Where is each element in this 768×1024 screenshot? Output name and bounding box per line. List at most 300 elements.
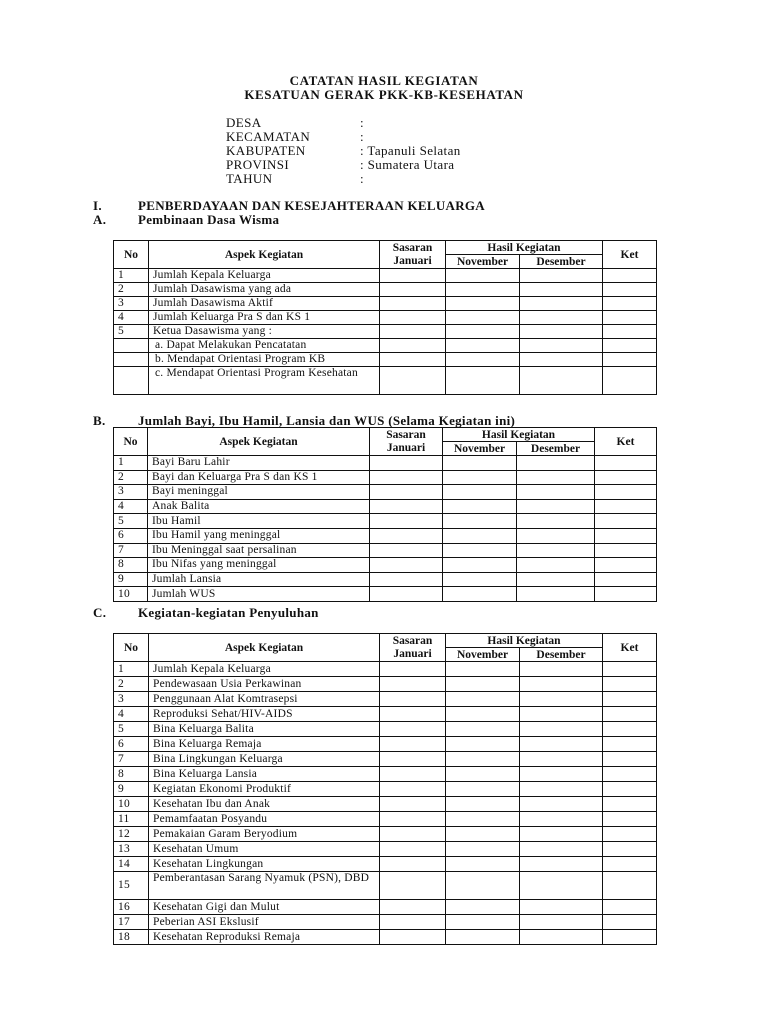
table-row bbox=[114, 677, 657, 692]
row-aspek: Ketua Dasawisma yang : bbox=[149, 325, 380, 339]
cell-november[interactable] bbox=[443, 572, 517, 587]
cell-november[interactable] bbox=[446, 737, 520, 752]
header-sasaran: Sasaran Januari bbox=[380, 241, 446, 269]
table-row bbox=[114, 514, 657, 529]
header-hasil: Hasil Kegiatan bbox=[446, 241, 603, 255]
table-row bbox=[114, 930, 657, 945]
cell-november[interactable] bbox=[443, 528, 517, 543]
cell-desember[interactable] bbox=[517, 499, 595, 514]
row-aspek: Pemakaian Garam Beryodium bbox=[149, 827, 380, 842]
cell-sasaran[interactable] bbox=[380, 311, 446, 325]
cell-ket[interactable] bbox=[603, 900, 657, 915]
cell-november[interactable] bbox=[443, 499, 517, 514]
cell-sasaran[interactable] bbox=[380, 827, 446, 842]
header-no: No bbox=[114, 241, 149, 269]
row-aspek: Bina Keluarga Remaja bbox=[149, 737, 380, 752]
cell-november[interactable] bbox=[443, 456, 517, 471]
table-row bbox=[114, 872, 657, 900]
cell-desember[interactable] bbox=[520, 269, 603, 283]
table-row bbox=[114, 325, 657, 339]
row-number: 1 bbox=[114, 456, 148, 471]
table-row bbox=[114, 572, 657, 587]
document-title: CATATAN HASIL KEGIATAN bbox=[289, 73, 479, 88]
cell-november[interactable] bbox=[446, 339, 520, 353]
cell-desember[interactable] bbox=[517, 456, 595, 471]
cell-desember[interactable] bbox=[520, 930, 603, 945]
table-kegiatan-penyuluhan bbox=[113, 633, 657, 945]
row-number: 9 bbox=[114, 572, 148, 587]
row-number: 7 bbox=[114, 543, 148, 558]
cell-ket[interactable] bbox=[603, 325, 657, 339]
row-number: 6 bbox=[114, 528, 148, 543]
cell-sasaran[interactable] bbox=[370, 587, 443, 602]
header-sasaran: Sasaran Januari bbox=[370, 428, 443, 456]
cell-ket[interactable] bbox=[603, 915, 657, 930]
cell-sasaran[interactable] bbox=[370, 572, 443, 587]
section-number: I. bbox=[93, 198, 102, 213]
header-desember: Desember bbox=[517, 442, 595, 456]
row-aspek: Bayi dan Keluarga Pra S dan KS 1 bbox=[148, 470, 370, 485]
table-jumlah-bayi bbox=[113, 427, 657, 602]
row-number: 18 bbox=[114, 930, 149, 945]
row-aspek: Pemberantasan Sarang Nyamuk (PSN), DBD bbox=[149, 872, 380, 900]
cell-desember[interactable] bbox=[520, 297, 603, 311]
header-no: No bbox=[114, 634, 149, 662]
cell-desember[interactable] bbox=[520, 842, 603, 857]
row-number: 5 bbox=[114, 514, 148, 529]
cell-ket[interactable] bbox=[595, 587, 657, 602]
cell-ket[interactable] bbox=[595, 543, 657, 558]
row-number: 9 bbox=[114, 782, 149, 797]
row-number bbox=[114, 353, 149, 367]
cell-desember[interactable] bbox=[520, 812, 603, 827]
row-number: 13 bbox=[114, 842, 149, 857]
header-ket: Ket bbox=[595, 428, 657, 456]
cell-november[interactable] bbox=[446, 692, 520, 707]
row-number: 4 bbox=[114, 499, 148, 514]
row-number: 17 bbox=[114, 915, 149, 930]
cell-ket[interactable] bbox=[603, 737, 657, 752]
section-number: B. bbox=[93, 413, 106, 428]
row-aspek: Jumlah Kepala Keluarga bbox=[149, 269, 380, 283]
info-label: TAHUN bbox=[226, 171, 273, 186]
row-aspek: Reproduksi Sehat/HIV-AIDS bbox=[149, 707, 380, 722]
cell-sasaran[interactable] bbox=[380, 782, 446, 797]
info-label: DESA bbox=[226, 115, 262, 130]
cell-november[interactable] bbox=[446, 797, 520, 812]
row-aspek: Bina Keluarga Lansia bbox=[149, 767, 380, 782]
cell-ket[interactable] bbox=[603, 930, 657, 945]
row-aspek: Jumlah Dasawisma yang ada bbox=[149, 283, 380, 297]
info-label: PROVINSI bbox=[226, 157, 290, 172]
cell-desember[interactable] bbox=[520, 872, 603, 900]
cell-november[interactable] bbox=[446, 915, 520, 930]
cell-november[interactable] bbox=[446, 900, 520, 915]
cell-ket[interactable] bbox=[595, 499, 657, 514]
cell-november[interactable] bbox=[446, 827, 520, 842]
table-row bbox=[114, 587, 657, 602]
cell-november[interactable] bbox=[443, 485, 517, 500]
table-row bbox=[114, 297, 657, 311]
cell-november[interactable] bbox=[446, 872, 520, 900]
cell-sasaran[interactable] bbox=[370, 543, 443, 558]
row-aspek: b. Mendapat Orientasi Program KB bbox=[149, 353, 380, 367]
row-aspek: Peberian ASI Ekslusif bbox=[149, 915, 380, 930]
cell-desember[interactable] bbox=[520, 367, 603, 395]
cell-ket[interactable] bbox=[595, 528, 657, 543]
row-number: 3 bbox=[114, 692, 149, 707]
header-ket: Ket bbox=[603, 634, 657, 662]
cell-desember[interactable] bbox=[520, 662, 603, 677]
cell-ket[interactable] bbox=[603, 367, 657, 395]
cell-ket[interactable] bbox=[603, 722, 657, 737]
cell-ket[interactable] bbox=[595, 572, 657, 587]
cell-desember[interactable] bbox=[520, 677, 603, 692]
cell-desember[interactable] bbox=[520, 339, 603, 353]
cell-sasaran[interactable] bbox=[370, 470, 443, 485]
table-row bbox=[114, 485, 657, 500]
cell-november[interactable] bbox=[446, 283, 520, 297]
section-title: Jumlah Bayi, Ibu Hamil, Lansia dan WUS (Selama Kegiatan ini) bbox=[138, 413, 516, 428]
table-row bbox=[114, 558, 657, 573]
cell-november[interactable] bbox=[446, 842, 520, 857]
row-aspek: Jumlah WUS bbox=[148, 587, 370, 602]
cell-ket[interactable] bbox=[603, 269, 657, 283]
cell-desember[interactable] bbox=[517, 572, 595, 587]
cell-sasaran[interactable] bbox=[380, 339, 446, 353]
table-row bbox=[114, 707, 657, 722]
cell-sasaran[interactable] bbox=[380, 812, 446, 827]
header-november: November bbox=[446, 648, 520, 662]
header-november: November bbox=[446, 255, 520, 269]
info-row-kabupaten bbox=[226, 144, 461, 158]
cell-ket[interactable] bbox=[595, 456, 657, 471]
header-aspek: Aspek Kegiatan bbox=[148, 428, 370, 456]
cell-sasaran[interactable] bbox=[380, 900, 446, 915]
cell-ket[interactable] bbox=[603, 857, 657, 872]
cell-november[interactable] bbox=[443, 543, 517, 558]
info-row-desa bbox=[226, 116, 461, 130]
header-ket: Ket bbox=[603, 241, 657, 269]
cell-desember[interactable] bbox=[520, 827, 603, 842]
table-row bbox=[114, 722, 657, 737]
cell-ket[interactable] bbox=[595, 514, 657, 529]
cell-desember[interactable] bbox=[520, 900, 603, 915]
cell-desember[interactable] bbox=[517, 558, 595, 573]
row-number: 8 bbox=[114, 558, 148, 573]
table-row bbox=[114, 900, 657, 915]
row-aspek: Kesehatan Lingkungan bbox=[149, 857, 380, 872]
table-row bbox=[114, 456, 657, 471]
cell-november[interactable] bbox=[443, 514, 517, 529]
header-no: No bbox=[114, 428, 148, 456]
header-aspek: Aspek Kegiatan bbox=[149, 241, 380, 269]
cell-sasaran[interactable] bbox=[380, 677, 446, 692]
row-aspek: Jumlah Kepala Keluarga bbox=[149, 662, 380, 677]
header-desember: Desember bbox=[520, 648, 603, 662]
cell-sasaran[interactable] bbox=[380, 842, 446, 857]
cell-desember[interactable] bbox=[517, 485, 595, 500]
info-row-tahun bbox=[226, 172, 461, 186]
cell-ket[interactable] bbox=[603, 283, 657, 297]
cell-november[interactable] bbox=[446, 269, 520, 283]
cell-sasaran[interactable] bbox=[380, 915, 446, 930]
table-row bbox=[114, 767, 657, 782]
row-number: 5 bbox=[114, 722, 149, 737]
row-number: 7 bbox=[114, 752, 149, 767]
cell-desember[interactable] bbox=[520, 722, 603, 737]
table-pembinaan-dasa-wisma bbox=[113, 240, 657, 395]
cell-sasaran[interactable] bbox=[380, 269, 446, 283]
table-row bbox=[114, 367, 657, 395]
header-desember: Desember bbox=[520, 255, 603, 269]
row-number: 2 bbox=[114, 470, 148, 485]
row-aspek: Jumlah Lansia bbox=[148, 572, 370, 587]
identity-block bbox=[226, 116, 461, 186]
header-sasaran: Sasaran Januari bbox=[380, 634, 446, 662]
cell-desember[interactable] bbox=[520, 325, 603, 339]
cell-ket[interactable] bbox=[603, 797, 657, 812]
cell-ket[interactable] bbox=[603, 339, 657, 353]
cell-ket[interactable] bbox=[603, 707, 657, 722]
row-aspek: Pemamfaatan Posyandu bbox=[149, 812, 380, 827]
cell-desember[interactable] bbox=[520, 692, 603, 707]
table-row bbox=[114, 269, 657, 283]
row-aspek: Pendewasaan Usia Perkawinan bbox=[149, 677, 380, 692]
cell-sasaran[interactable] bbox=[380, 325, 446, 339]
info-value: : bbox=[360, 115, 365, 130]
cell-ket[interactable] bbox=[603, 311, 657, 325]
row-number bbox=[114, 367, 149, 395]
row-number: 11 bbox=[114, 812, 149, 827]
row-number: 14 bbox=[114, 857, 149, 872]
cell-sasaran[interactable] bbox=[380, 797, 446, 812]
row-number: 4 bbox=[114, 707, 149, 722]
cell-desember[interactable] bbox=[520, 915, 603, 930]
cell-ket[interactable] bbox=[603, 842, 657, 857]
cell-november[interactable] bbox=[446, 353, 520, 367]
table-row bbox=[114, 915, 657, 930]
cell-november[interactable] bbox=[446, 767, 520, 782]
cell-november[interactable] bbox=[446, 782, 520, 797]
table-row bbox=[114, 353, 657, 367]
cell-ket[interactable] bbox=[603, 662, 657, 677]
cell-ket[interactable] bbox=[603, 812, 657, 827]
table-row bbox=[114, 662, 657, 677]
row-number: 3 bbox=[114, 297, 149, 311]
row-number: 6 bbox=[114, 737, 149, 752]
cell-november[interactable] bbox=[446, 722, 520, 737]
cell-ket[interactable] bbox=[603, 767, 657, 782]
cell-desember[interactable] bbox=[520, 752, 603, 767]
table-row bbox=[114, 737, 657, 752]
row-aspek: Kesehatan Reproduksi Remaja bbox=[149, 930, 380, 945]
cell-november[interactable] bbox=[446, 930, 520, 945]
cell-november[interactable] bbox=[446, 367, 520, 395]
cell-desember[interactable] bbox=[520, 797, 603, 812]
cell-november[interactable] bbox=[446, 325, 520, 339]
cell-sasaran[interactable] bbox=[370, 528, 443, 543]
table-row bbox=[114, 842, 657, 857]
header-aspek: Aspek Kegiatan bbox=[149, 634, 380, 662]
header-november: November bbox=[443, 442, 517, 456]
cell-sasaran[interactable] bbox=[370, 499, 443, 514]
info-value: : Sumatera Utara bbox=[360, 157, 455, 172]
cell-desember[interactable] bbox=[517, 528, 595, 543]
cell-sasaran[interactable] bbox=[380, 367, 446, 395]
cell-ket[interactable] bbox=[595, 558, 657, 573]
header-hasil: Hasil Kegiatan bbox=[446, 634, 603, 648]
row-aspek: Bina Keluarga Balita bbox=[149, 722, 380, 737]
cell-ket[interactable] bbox=[603, 827, 657, 842]
cell-november[interactable] bbox=[446, 812, 520, 827]
cell-ket[interactable] bbox=[595, 485, 657, 500]
cell-sasaran[interactable] bbox=[380, 752, 446, 767]
cell-sasaran[interactable] bbox=[380, 872, 446, 900]
table-row bbox=[114, 827, 657, 842]
cell-sasaran[interactable] bbox=[380, 722, 446, 737]
cell-desember[interactable] bbox=[520, 737, 603, 752]
cell-sasaran[interactable] bbox=[370, 485, 443, 500]
cell-november[interactable] bbox=[443, 558, 517, 573]
cell-sasaran[interactable] bbox=[380, 662, 446, 677]
row-number: 10 bbox=[114, 797, 149, 812]
info-row-kecamatan bbox=[226, 130, 461, 144]
row-aspek: Ibu Hamil yang meninggal bbox=[148, 528, 370, 543]
cell-ket[interactable] bbox=[603, 692, 657, 707]
cell-desember[interactable] bbox=[520, 857, 603, 872]
cell-sasaran[interactable] bbox=[370, 456, 443, 471]
cell-november[interactable] bbox=[446, 677, 520, 692]
cell-desember[interactable] bbox=[517, 543, 595, 558]
table-row bbox=[114, 311, 657, 325]
table-row bbox=[114, 692, 657, 707]
cell-sasaran[interactable] bbox=[380, 353, 446, 367]
row-number: 2 bbox=[114, 677, 149, 692]
row-aspek: Bayi meninggal bbox=[148, 485, 370, 500]
cell-ket[interactable] bbox=[603, 872, 657, 900]
document-subtitle: KESATUAN GERAK PKK-KB-KESEHATAN bbox=[244, 87, 524, 102]
cell-november[interactable] bbox=[446, 297, 520, 311]
cell-ket[interactable] bbox=[603, 677, 657, 692]
cell-sasaran[interactable] bbox=[380, 283, 446, 297]
cell-ket[interactable] bbox=[603, 782, 657, 797]
table-row bbox=[114, 752, 657, 767]
row-aspek: Anak Balita bbox=[148, 499, 370, 514]
row-aspek: Kesehatan Umum bbox=[149, 842, 380, 857]
cell-ket[interactable] bbox=[603, 752, 657, 767]
row-number: 3 bbox=[114, 485, 148, 500]
row-aspek: Ibu Meninggal saat persalinan bbox=[148, 543, 370, 558]
row-aspek: Penggunaan Alat Komtrasepsi bbox=[149, 692, 380, 707]
cell-sasaran[interactable] bbox=[380, 297, 446, 311]
row-aspek: Kegiatan Ekonomi Produktif bbox=[149, 782, 380, 797]
row-aspek: Ibu Hamil bbox=[148, 514, 370, 529]
row-aspek: Bayi Baru Lahir bbox=[148, 456, 370, 471]
row-number: 1 bbox=[114, 662, 149, 677]
table-row bbox=[114, 857, 657, 872]
cell-sasaran[interactable] bbox=[380, 767, 446, 782]
row-aspek: a. Dapat Melakukan Pencatatan bbox=[149, 339, 380, 353]
cell-november[interactable] bbox=[446, 662, 520, 677]
row-aspek: Bina Lingkungan Keluarga bbox=[149, 752, 380, 767]
row-aspek: Kesehatan Ibu dan Anak bbox=[149, 797, 380, 812]
row-aspek: Ibu Nifas yang meninggal bbox=[148, 558, 370, 573]
table-row bbox=[114, 812, 657, 827]
cell-desember[interactable] bbox=[517, 514, 595, 529]
info-value: : bbox=[360, 129, 365, 144]
cell-desember[interactable] bbox=[520, 767, 603, 782]
cell-november[interactable] bbox=[446, 311, 520, 325]
table-row bbox=[114, 543, 657, 558]
cell-sasaran[interactable] bbox=[380, 857, 446, 872]
cell-sasaran[interactable] bbox=[380, 737, 446, 752]
row-number: 16 bbox=[114, 900, 149, 915]
cell-november[interactable] bbox=[443, 470, 517, 485]
cell-desember[interactable] bbox=[520, 311, 603, 325]
cell-sasaran[interactable] bbox=[370, 558, 443, 573]
row-aspek: Jumlah Keluarga Pra S dan KS 1 bbox=[149, 311, 380, 325]
cell-november[interactable] bbox=[446, 857, 520, 872]
section-title: Pembinaan Dasa Wisma bbox=[138, 212, 280, 227]
cell-sasaran[interactable] bbox=[370, 514, 443, 529]
table-row bbox=[114, 797, 657, 812]
cell-november[interactable] bbox=[443, 587, 517, 602]
row-number: 8 bbox=[114, 767, 149, 782]
cell-november[interactable] bbox=[446, 707, 520, 722]
cell-november[interactable] bbox=[446, 752, 520, 767]
row-number: 10 bbox=[114, 587, 148, 602]
cell-desember[interactable] bbox=[520, 782, 603, 797]
cell-ket[interactable] bbox=[603, 353, 657, 367]
row-number: 15 bbox=[114, 872, 149, 900]
row-number: 4 bbox=[114, 311, 149, 325]
table-row bbox=[114, 782, 657, 797]
row-aspek: Kesehatan Gigi dan Mulut bbox=[149, 900, 380, 915]
table-row bbox=[114, 283, 657, 297]
row-aspek: Jumlah Dasawisma Aktif bbox=[149, 297, 380, 311]
section-number: C. bbox=[93, 605, 107, 620]
info-label: KABUPATEN bbox=[226, 143, 306, 158]
cell-desember[interactable] bbox=[517, 587, 595, 602]
cell-desember[interactable] bbox=[520, 707, 603, 722]
table-row bbox=[114, 339, 657, 353]
cell-sasaran[interactable] bbox=[380, 692, 446, 707]
cell-desember[interactable] bbox=[517, 470, 595, 485]
row-number: 12 bbox=[114, 827, 149, 842]
header-hasil: Hasil Kegiatan bbox=[443, 428, 595, 442]
row-number bbox=[114, 339, 149, 353]
row-aspek: c. Mendapat Orientasi Program Kesehatan bbox=[149, 367, 380, 395]
cell-desember[interactable] bbox=[520, 283, 603, 297]
table-row bbox=[114, 528, 657, 543]
cell-sasaran[interactable] bbox=[380, 707, 446, 722]
row-number: 2 bbox=[114, 283, 149, 297]
cell-ket[interactable] bbox=[595, 470, 657, 485]
cell-desember[interactable] bbox=[520, 353, 603, 367]
row-number: 5 bbox=[114, 325, 149, 339]
info-value: : bbox=[360, 171, 365, 186]
info-label: KECAMATAN bbox=[226, 129, 311, 144]
cell-sasaran[interactable] bbox=[380, 930, 446, 945]
row-number: 1 bbox=[114, 269, 149, 283]
section-number: A. bbox=[93, 212, 107, 227]
cell-ket[interactable] bbox=[603, 297, 657, 311]
info-row-provinsi bbox=[226, 158, 461, 172]
table-row bbox=[114, 499, 657, 514]
table-row bbox=[114, 470, 657, 485]
info-value: : Tapanuli Selatan bbox=[360, 143, 461, 158]
